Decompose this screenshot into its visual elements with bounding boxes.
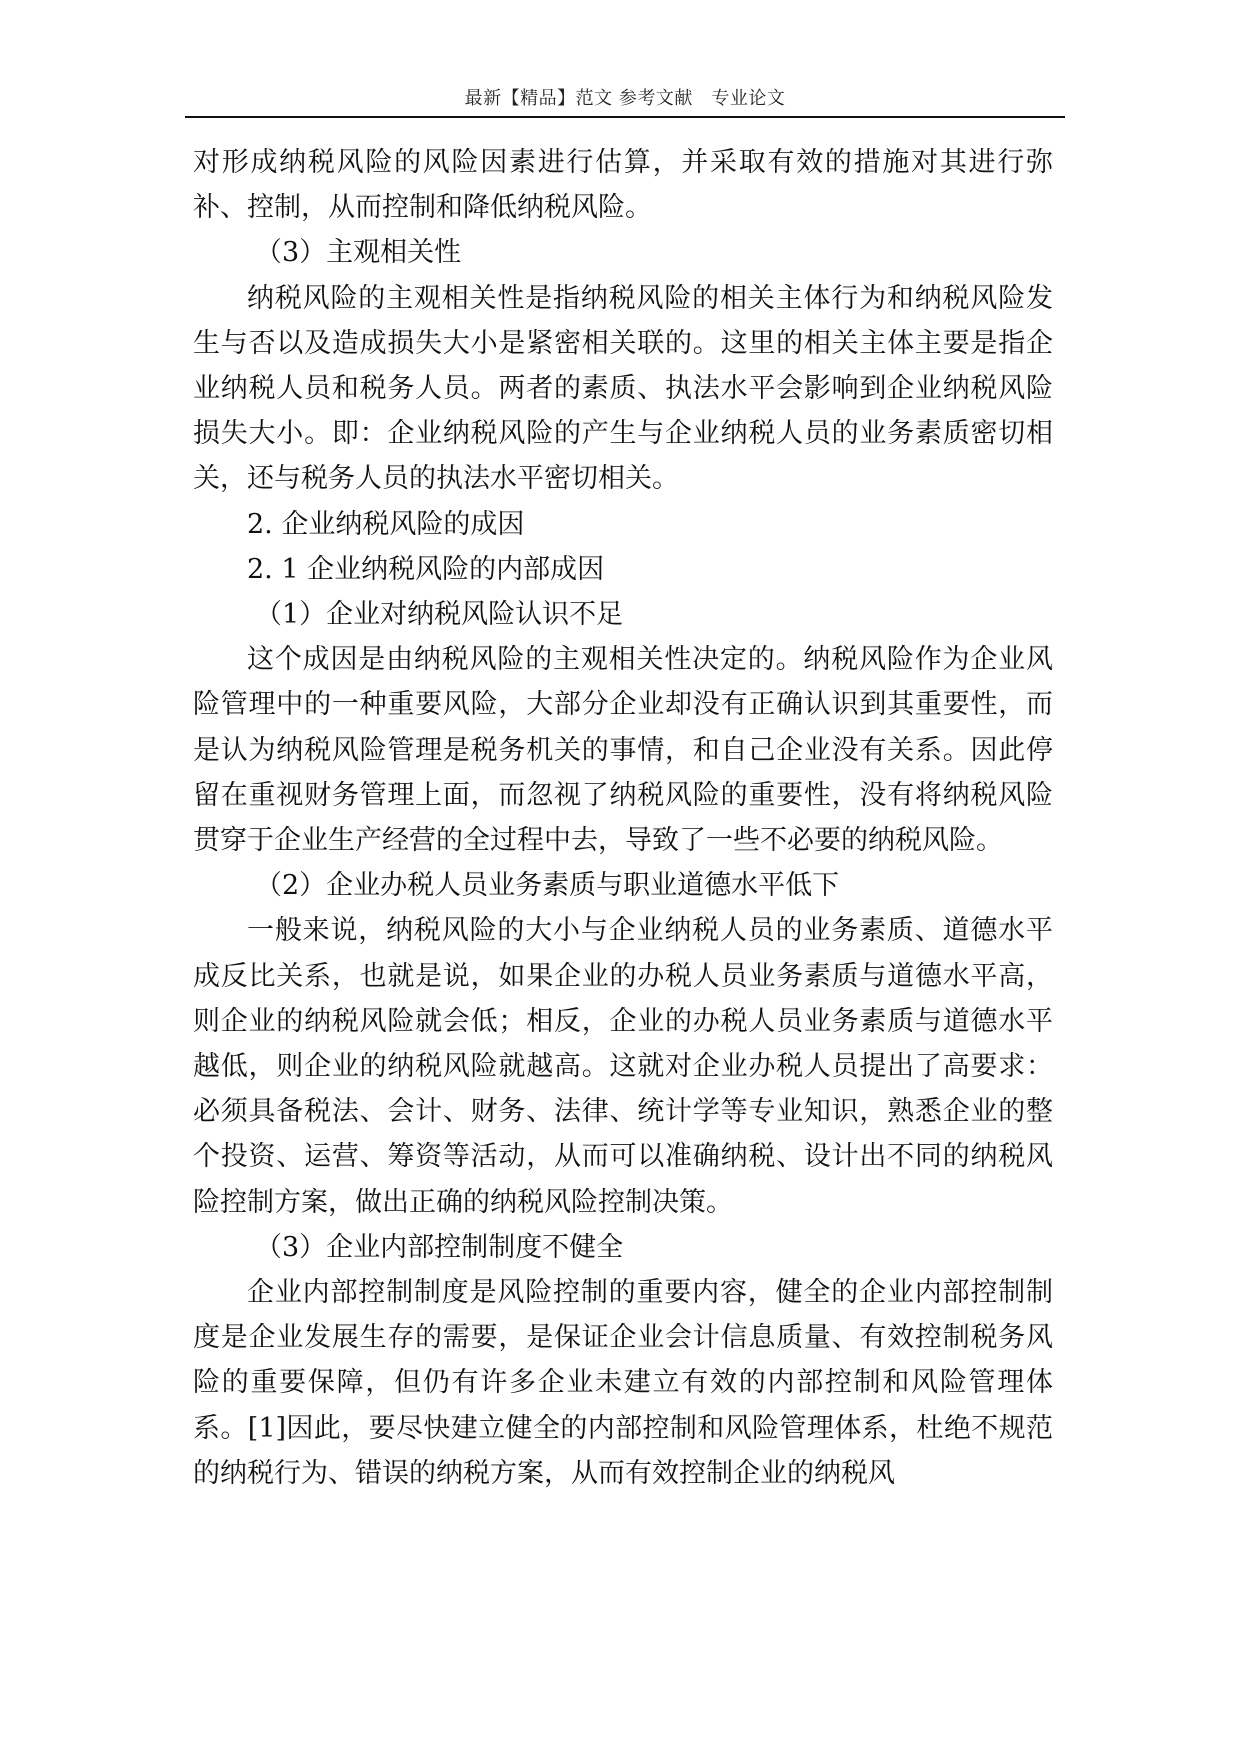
paragraph-subjective-correlation: 纳税风险的主观相关性是指纳税风险的相关主体行为和纳税风险发生与否以及造成损失大小是紧密相关联的。这里的相关主体主要是指企业纳税人员和税务人员。两者的素质、执法水平会影响到企业纳税风险损失大小。即：企业纳税风险的产生与企业纳税人员的业务素质密切相关，还与税务人员的执法水平密切相关。 (193, 282, 1053, 495)
paragraph-continued: 对形成纳税风险的风险因素进行估算，并采取有效的措施对其进行弥补、控制，从而控制和降低纳税风险。 (193, 147, 1053, 224)
document-body (193, 140, 1053, 1496)
section-heading-staff-quality: （2）企业办税人员业务素质与职业道德水平低下 (255, 870, 840, 902)
section-heading-insufficient-awareness: （1）企业对纳税风险认识不足 (255, 599, 624, 631)
page-header: 最新【精品】范文 参考文献 专业论文 (464, 88, 786, 109)
section-heading-internal-causes: 2. 1 企业纳税风险的内部成因 (247, 553, 605, 585)
paragraph-internal-control: 企业内部控制制度是风险控制的重要内容，健全的企业内部控制制度是企业发展生存的需要，是保证企业会计信息质量、有效控制税务风险的重要保障，但仍有许多企业未建立有效的内部控制和风险管理体系。[1]因此，要尽快建立健全的内部控制和风险管理体系，杜绝不规范的纳税行为、错误的纳税方案，从而有效控制企业的纳税风 (193, 1277, 1053, 1489)
section-heading-internal-control: （3）企业内部控制制度不健全 (255, 1231, 624, 1263)
section-heading-causes: 2. 企业纳税风险的成因 (247, 508, 525, 540)
header-divider (185, 116, 1065, 118)
section-heading-subjective-correlation: （3）主观相关性 (255, 237, 462, 269)
paragraph-insufficient-awareness: 这个成因是由纳税风险的主观相关性决定的。纳税风险作为企业风险管理中的一种重要风险，大部分企业却没有正确认识到其重要性，而是认为纳税风险管理是税务机关的事情，和自己企业没有关系。因此停留在重视财务管理上面，而忽视了纳税风险的重要性，没有将纳税风险贯穿于企业生产经营的全过程中去，导致了一些不必要的纳税风险。 (193, 644, 1053, 857)
paragraph-staff-quality: 一般来说，纳税风险的大小与企业纳税人员的业务素质、道德水平成反比关系，也就是说，如果企业的办税人员业务素质与道德水平高，则企业的纳税风险就会低；相反，企业的办税人员业务素质与道德水平越低，则企业的纳税风险就越高。这就对企业办税人员提出了高要求：必须具备税法、会计、财务、法律、统计学等专业知识，熟悉企业的整个投资、运营、筹资等活动，从而可以准确纳税、设计出不同的纳税风险控制方案，做出正确的纳税风险控制决策。 (193, 915, 1053, 1218)
